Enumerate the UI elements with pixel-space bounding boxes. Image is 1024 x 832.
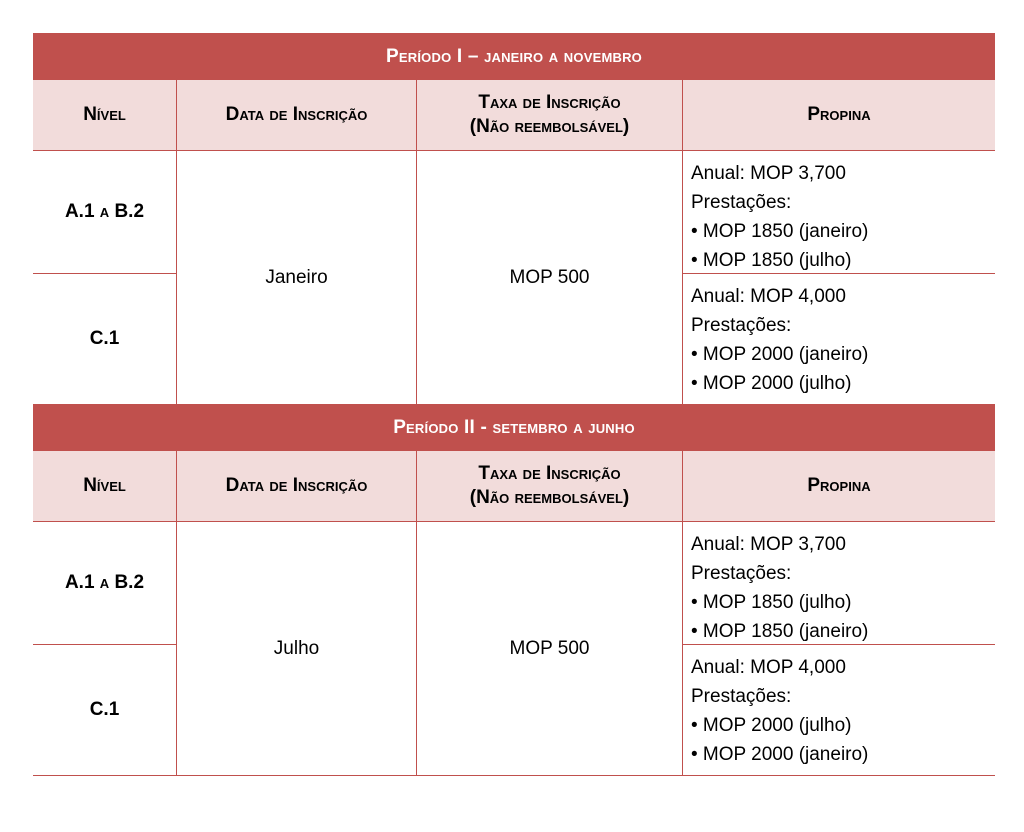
tuition-installment: • MOP 1850 (janeiro) [691, 621, 869, 642]
registration-date-cell: Julho [176, 522, 416, 775]
column-header-row [33, 451, 995, 521]
tuition-installment: • MOP 2000 (julho) [691, 373, 852, 394]
tuition-cell [682, 645, 995, 775]
column-header-registration-date: Data de Inscrição [176, 451, 416, 521]
tuition-installments-label: Prestações: [691, 315, 792, 336]
registration-fee-cell: MOP 500 [416, 522, 682, 775]
tuition-installments-label: Prestações: [691, 686, 792, 707]
level-cell: A.1 a B.2 [33, 151, 176, 274]
column-header-row [33, 80, 995, 150]
tuition-installment: • MOP 2000 (janeiro) [691, 744, 869, 765]
level-cell: A.1 a B.2 [33, 522, 176, 645]
tuition-installment: • MOP 1850 (janeiro) [691, 221, 869, 242]
tuition-installment: • MOP 2000 (janeiro) [691, 344, 869, 365]
column-header-level: Nível [83, 104, 126, 126]
tuition-installments-label: Prestações: [691, 563, 792, 584]
tuition-installment: • MOP 2000 (julho) [691, 715, 852, 736]
column-header-level: Nível [83, 475, 126, 497]
registration-date-cell: Janeiro [176, 151, 416, 404]
column-header-registration-date: Data de Inscrição [176, 80, 416, 150]
period-section-1 [33, 33, 995, 404]
tuition-annual: Anual: MOP 3,700 [691, 534, 846, 555]
tuition-installment: • MOP 1850 (julho) [691, 592, 852, 613]
table-body [33, 521, 995, 775]
level-cell: C.1 [89, 699, 120, 720]
tuition-installment: • MOP 1850 (julho) [691, 250, 852, 271]
tuition-annual: Anual: MOP 3,700 [691, 163, 846, 184]
period-title: Período I – janeiro a novembro [33, 33, 995, 80]
column-header-registration-fee: Taxa de Inscrição (Não reembolsável) [416, 451, 682, 521]
tuition-cell [682, 151, 995, 274]
column-header-registration-fee: Taxa de Inscrição (Não reembolsável) [416, 80, 682, 150]
column-header-tuition: Propina [682, 451, 995, 521]
table-bottom-border [33, 775, 995, 776]
table-body [33, 150, 995, 404]
column-header-tuition: Propina [682, 80, 995, 150]
period-title: Período II - setembro a junho [33, 404, 995, 451]
tuition-annual: Anual: MOP 4,000 [691, 657, 846, 678]
level-cell: C.1 [89, 328, 120, 349]
tuition-cell [682, 274, 995, 404]
registration-fee-cell: MOP 500 [416, 151, 682, 404]
tuition-cell [682, 522, 995, 645]
period-section-2 [33, 404, 995, 776]
tuition-installments-label: Prestações: [691, 192, 792, 213]
tuition-annual: Anual: MOP 4,000 [691, 286, 846, 307]
fee-table [33, 33, 995, 776]
